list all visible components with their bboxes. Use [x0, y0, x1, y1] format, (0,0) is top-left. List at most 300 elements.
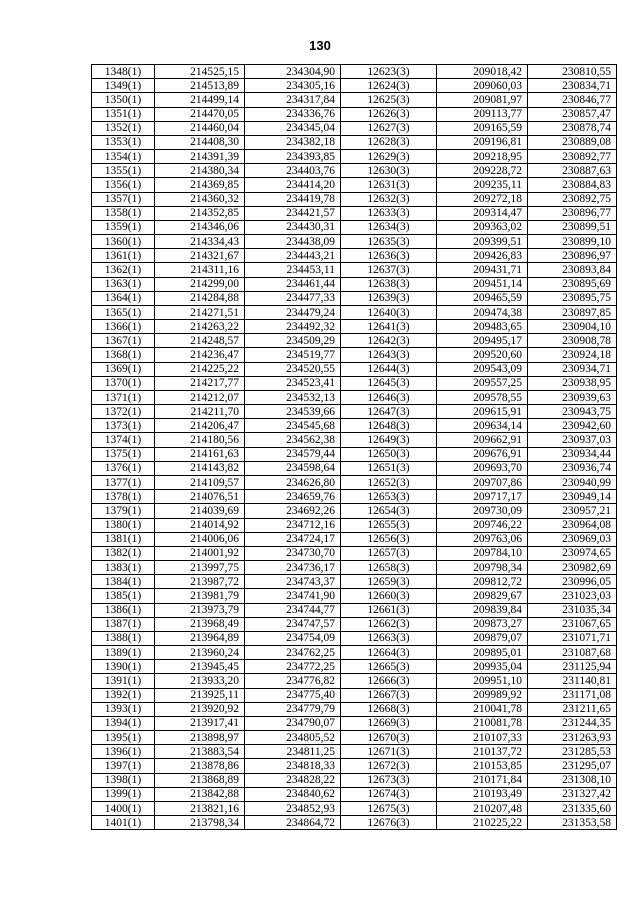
point-id-right-cell: 12663(3) [341, 631, 437, 645]
point-id-right-cell: 12637(3) [341, 263, 437, 277]
point-id-left-cell: 1382(1) [92, 546, 155, 560]
x-coord-left-cell: 213987,72 [155, 575, 245, 589]
point-id-left-cell: 1362(1) [92, 263, 155, 277]
y-coord-left-cell: 234461,44 [245, 277, 341, 291]
x-coord-right-cell: 209272,18 [437, 192, 528, 206]
x-coord-left-cell: 214001,92 [155, 546, 245, 560]
x-coord-right-cell: 209399,51 [437, 235, 528, 249]
point-id-left-cell: 1385(1) [92, 589, 155, 603]
point-id-right-cell: 12623(3) [341, 65, 437, 79]
y-coord-right-cell: 230936,74 [528, 461, 617, 475]
point-id-right-cell: 12645(3) [341, 376, 437, 390]
y-coord-right-cell: 230937,03 [528, 433, 617, 447]
y-coord-right-cell: 230949,14 [528, 490, 617, 504]
point-id-left-cell: 1368(1) [92, 348, 155, 362]
y-coord-right-cell: 230895,69 [528, 277, 617, 291]
table-row [92, 787, 617, 801]
x-coord-left-cell: 214299,00 [155, 277, 245, 291]
x-coord-right-cell: 210137,72 [437, 745, 528, 759]
y-coord-right-cell: 231087,68 [528, 646, 617, 660]
y-coord-right-cell: 230897,85 [528, 305, 617, 319]
point-id-left-cell: 1375(1) [92, 447, 155, 461]
y-coord-right-cell: 230896,97 [528, 249, 617, 263]
point-id-right-cell: 12656(3) [341, 532, 437, 546]
x-coord-left-cell: 213878,86 [155, 759, 245, 773]
x-coord-left-cell: 214346,06 [155, 220, 245, 234]
y-coord-left-cell: 234430,31 [245, 220, 341, 234]
x-coord-left-cell: 214014,92 [155, 518, 245, 532]
y-coord-right-cell: 231067,65 [528, 617, 617, 631]
point-id-left-cell: 1387(1) [92, 617, 155, 631]
y-coord-left-cell: 234520,55 [245, 362, 341, 376]
point-id-right-cell: 12636(3) [341, 249, 437, 263]
table-row [92, 249, 617, 263]
x-coord-left-cell: 214380,34 [155, 164, 245, 178]
x-coord-right-cell: 209839,84 [437, 603, 528, 617]
y-coord-left-cell: 234762,25 [245, 646, 341, 660]
y-coord-right-cell: 230904,10 [528, 320, 617, 334]
y-coord-left-cell: 234840,62 [245, 787, 341, 801]
x-coord-left-cell: 214206,47 [155, 419, 245, 433]
point-id-right-cell: 12652(3) [341, 475, 437, 489]
y-coord-right-cell: 230899,51 [528, 220, 617, 234]
table-row [92, 107, 617, 121]
table-row [92, 575, 617, 589]
point-id-right-cell: 12646(3) [341, 390, 437, 404]
point-id-right-cell: 12624(3) [341, 79, 437, 93]
point-id-left-cell: 1376(1) [92, 461, 155, 475]
y-coord-left-cell: 234598,64 [245, 461, 341, 475]
point-id-left-cell: 1360(1) [92, 235, 155, 249]
x-coord-left-cell: 214311,16 [155, 263, 245, 277]
y-coord-left-cell: 234743,37 [245, 575, 341, 589]
point-id-right-cell: 12641(3) [341, 320, 437, 334]
x-coord-right-cell: 210081,78 [437, 716, 528, 730]
x-coord-right-cell: 209662,91 [437, 433, 528, 447]
y-coord-right-cell: 230969,03 [528, 532, 617, 546]
point-id-left-cell: 1372(1) [92, 405, 155, 419]
x-coord-left-cell: 214460,04 [155, 121, 245, 135]
y-coord-right-cell: 230982,69 [528, 561, 617, 575]
x-coord-right-cell: 209763,06 [437, 532, 528, 546]
point-id-left-cell: 1377(1) [92, 475, 155, 489]
table-row [92, 206, 617, 220]
x-coord-right-cell: 210107,33 [437, 731, 528, 745]
point-id-right-cell: 12647(3) [341, 405, 437, 419]
x-coord-left-cell: 213945,45 [155, 660, 245, 674]
y-coord-right-cell: 230957,21 [528, 504, 617, 518]
y-coord-right-cell: 230884,83 [528, 178, 617, 192]
y-coord-left-cell: 234479,24 [245, 305, 341, 319]
point-id-left-cell: 1352(1) [92, 121, 155, 135]
table-row [92, 405, 617, 419]
y-coord-left-cell: 234523,41 [245, 376, 341, 390]
x-coord-right-cell: 209693,70 [437, 461, 528, 475]
point-id-right-cell: 12665(3) [341, 660, 437, 674]
x-coord-left-cell: 214006,06 [155, 532, 245, 546]
table-row [92, 461, 617, 475]
point-id-left-cell: 1389(1) [92, 646, 155, 660]
y-coord-left-cell: 234305,16 [245, 79, 341, 93]
point-id-right-cell: 12631(3) [341, 178, 437, 192]
table-row [92, 589, 617, 603]
x-coord-right-cell: 209578,55 [437, 390, 528, 404]
point-id-left-cell: 1381(1) [92, 532, 155, 546]
point-id-left-cell: 1359(1) [92, 220, 155, 234]
point-id-right-cell: 12650(3) [341, 447, 437, 461]
x-coord-left-cell: 213883,54 [155, 745, 245, 759]
y-coord-right-cell: 231023,03 [528, 589, 617, 603]
point-id-right-cell: 12628(3) [341, 135, 437, 149]
x-coord-left-cell: 214263,22 [155, 320, 245, 334]
y-coord-right-cell: 230896,77 [528, 206, 617, 220]
point-id-right-cell: 12662(3) [341, 617, 437, 631]
x-coord-left-cell: 213917,41 [155, 716, 245, 730]
point-id-right-cell: 12671(3) [341, 745, 437, 759]
y-coord-left-cell: 234414,20 [245, 178, 341, 192]
y-coord-left-cell: 234864,72 [245, 816, 341, 830]
x-coord-right-cell: 209228,72 [437, 164, 528, 178]
x-coord-left-cell: 214211,70 [155, 405, 245, 419]
point-id-left-cell: 1363(1) [92, 277, 155, 291]
point-id-left-cell: 1397(1) [92, 759, 155, 773]
x-coord-right-cell: 209060,03 [437, 79, 528, 93]
point-id-left-cell: 1393(1) [92, 702, 155, 716]
y-coord-left-cell: 234579,44 [245, 447, 341, 461]
x-coord-right-cell: 210193,49 [437, 787, 528, 801]
y-coord-left-cell: 234317,84 [245, 93, 341, 107]
table-row [92, 475, 617, 489]
table-row [92, 320, 617, 334]
y-coord-right-cell: 230964,08 [528, 518, 617, 532]
point-id-right-cell: 12676(3) [341, 816, 437, 830]
y-coord-left-cell: 234626,80 [245, 475, 341, 489]
table-row [92, 617, 617, 631]
x-coord-left-cell: 213898,97 [155, 731, 245, 745]
table-row [92, 433, 617, 447]
y-coord-left-cell: 234659,76 [245, 490, 341, 504]
table-row [92, 603, 617, 617]
x-coord-left-cell: 214499,14 [155, 93, 245, 107]
table-row [92, 164, 617, 178]
point-id-left-cell: 1357(1) [92, 192, 155, 206]
y-coord-left-cell: 234453,11 [245, 263, 341, 277]
x-coord-left-cell: 213997,75 [155, 561, 245, 575]
table-row [92, 93, 617, 107]
x-coord-right-cell: 209218,95 [437, 150, 528, 164]
table-row [92, 192, 617, 206]
y-coord-left-cell: 234692,26 [245, 504, 341, 518]
point-id-left-cell: 1349(1) [92, 79, 155, 93]
x-coord-left-cell: 213964,89 [155, 631, 245, 645]
y-coord-left-cell: 234443,21 [245, 249, 341, 263]
x-coord-right-cell: 209451,14 [437, 277, 528, 291]
x-coord-right-cell: 209879,07 [437, 631, 528, 645]
y-coord-right-cell: 230939,63 [528, 390, 617, 404]
point-id-left-cell: 1380(1) [92, 518, 155, 532]
point-id-right-cell: 12669(3) [341, 716, 437, 730]
y-coord-right-cell: 231071,71 [528, 631, 617, 645]
x-coord-right-cell: 209798,34 [437, 561, 528, 575]
point-id-left-cell: 1356(1) [92, 178, 155, 192]
table-row [92, 419, 617, 433]
x-coord-right-cell: 209196,81 [437, 135, 528, 149]
y-coord-left-cell: 234393,85 [245, 150, 341, 164]
page-number: 130 [309, 38, 331, 53]
point-id-right-cell: 12659(3) [341, 575, 437, 589]
x-coord-left-cell: 214334,43 [155, 235, 245, 249]
x-coord-left-cell: 214109,57 [155, 475, 245, 489]
y-coord-right-cell: 230846,77 [528, 93, 617, 107]
point-id-right-cell: 12642(3) [341, 334, 437, 348]
y-coord-left-cell: 234805,52 [245, 731, 341, 745]
y-coord-left-cell: 234754,09 [245, 631, 341, 645]
point-id-left-cell: 1400(1) [92, 801, 155, 815]
table-row [92, 376, 617, 390]
x-coord-left-cell: 213981,79 [155, 589, 245, 603]
y-coord-left-cell: 234519,77 [245, 348, 341, 362]
y-coord-right-cell: 230887,63 [528, 164, 617, 178]
x-coord-left-cell: 213821,16 [155, 801, 245, 815]
y-coord-right-cell: 230996,05 [528, 575, 617, 589]
y-coord-right-cell: 231353,58 [528, 816, 617, 830]
y-coord-right-cell: 230892,77 [528, 150, 617, 164]
table-row [92, 745, 617, 759]
y-coord-right-cell: 230924,18 [528, 348, 617, 362]
y-coord-left-cell: 234304,90 [245, 65, 341, 79]
y-coord-left-cell: 234712,16 [245, 518, 341, 532]
x-coord-right-cell: 209426,83 [437, 249, 528, 263]
table-row [92, 135, 617, 149]
x-coord-left-cell: 213925,11 [155, 688, 245, 702]
y-coord-left-cell: 234438,09 [245, 235, 341, 249]
point-id-right-cell: 12673(3) [341, 773, 437, 787]
table-row [92, 716, 617, 730]
x-coord-left-cell: 214225,22 [155, 362, 245, 376]
point-id-left-cell: 1390(1) [92, 660, 155, 674]
table-row [92, 518, 617, 532]
y-coord-right-cell: 230940,99 [528, 475, 617, 489]
x-coord-right-cell: 209829,67 [437, 589, 528, 603]
x-coord-right-cell: 209520,60 [437, 348, 528, 362]
point-id-left-cell: 1398(1) [92, 773, 155, 787]
x-coord-right-cell: 209746,22 [437, 518, 528, 532]
point-id-left-cell: 1351(1) [92, 107, 155, 121]
x-coord-left-cell: 214143,82 [155, 461, 245, 475]
y-coord-left-cell: 234345,04 [245, 121, 341, 135]
y-coord-right-cell: 231263,93 [528, 731, 617, 745]
y-coord-right-cell: 230942,60 [528, 419, 617, 433]
y-coord-right-cell: 231035,34 [528, 603, 617, 617]
y-coord-right-cell: 230834,71 [528, 79, 617, 93]
y-coord-right-cell: 231244,35 [528, 716, 617, 730]
x-coord-right-cell: 209018,42 [437, 65, 528, 79]
table-row [92, 674, 617, 688]
point-id-right-cell: 12627(3) [341, 121, 437, 135]
point-id-right-cell: 12660(3) [341, 589, 437, 603]
x-coord-right-cell: 209935,04 [437, 660, 528, 674]
point-id-right-cell: 12630(3) [341, 164, 437, 178]
point-id-right-cell: 12625(3) [341, 93, 437, 107]
x-coord-left-cell: 214236,47 [155, 348, 245, 362]
x-coord-right-cell: 209812,72 [437, 575, 528, 589]
table-row [92, 646, 617, 660]
y-coord-right-cell: 230899,10 [528, 235, 617, 249]
y-coord-right-cell: 230857,47 [528, 107, 617, 121]
point-id-right-cell: 12658(3) [341, 561, 437, 575]
y-coord-left-cell: 234492,32 [245, 320, 341, 334]
point-id-right-cell: 12640(3) [341, 305, 437, 319]
y-coord-right-cell: 230893,84 [528, 263, 617, 277]
table-row [92, 291, 617, 305]
table-row [92, 702, 617, 716]
table-row [92, 150, 617, 164]
x-coord-left-cell: 214212,07 [155, 390, 245, 404]
point-id-right-cell: 12675(3) [341, 801, 437, 815]
x-coord-right-cell: 209465,59 [437, 291, 528, 305]
y-coord-left-cell: 234730,70 [245, 546, 341, 560]
y-coord-right-cell: 231140,81 [528, 674, 617, 688]
x-coord-right-cell: 209895,01 [437, 646, 528, 660]
point-id-right-cell: 12664(3) [341, 646, 437, 660]
y-coord-left-cell: 234403,76 [245, 164, 341, 178]
x-coord-left-cell: 213920,92 [155, 702, 245, 716]
point-id-left-cell: 1399(1) [92, 787, 155, 801]
y-coord-right-cell: 230943,75 [528, 405, 617, 419]
x-coord-right-cell: 209707,86 [437, 475, 528, 489]
point-id-right-cell: 12633(3) [341, 206, 437, 220]
y-coord-left-cell: 234744,77 [245, 603, 341, 617]
x-coord-right-cell: 210153,85 [437, 759, 528, 773]
y-coord-left-cell: 234772,25 [245, 660, 341, 674]
table-row [92, 334, 617, 348]
y-coord-right-cell: 231285,53 [528, 745, 617, 759]
point-id-right-cell: 12648(3) [341, 419, 437, 433]
x-coord-right-cell: 209676,91 [437, 447, 528, 461]
y-coord-left-cell: 234828,22 [245, 773, 341, 787]
point-id-left-cell: 1401(1) [92, 816, 155, 830]
x-coord-left-cell: 214352,85 [155, 206, 245, 220]
y-coord-left-cell: 234747,57 [245, 617, 341, 631]
x-coord-right-cell: 209483,65 [437, 320, 528, 334]
y-coord-right-cell: 230938,95 [528, 376, 617, 390]
x-coord-right-cell: 209989,92 [437, 688, 528, 702]
x-coord-right-cell: 209495,17 [437, 334, 528, 348]
table-row [92, 801, 617, 815]
point-id-left-cell: 1367(1) [92, 334, 155, 348]
y-coord-right-cell: 230878,74 [528, 121, 617, 135]
x-coord-right-cell: 209165,59 [437, 121, 528, 135]
point-id-right-cell: 12634(3) [341, 220, 437, 234]
y-coord-left-cell: 234776,82 [245, 674, 341, 688]
x-coord-right-cell: 209557,25 [437, 376, 528, 390]
point-id-left-cell: 1396(1) [92, 745, 155, 759]
table-row [92, 277, 617, 291]
table-row [92, 631, 617, 645]
x-coord-left-cell: 213968,49 [155, 617, 245, 631]
x-coord-left-cell: 214470,05 [155, 107, 245, 121]
point-id-left-cell: 1371(1) [92, 390, 155, 404]
x-coord-left-cell: 214180,56 [155, 433, 245, 447]
x-coord-left-cell: 214391,39 [155, 150, 245, 164]
y-coord-left-cell: 234790,07 [245, 716, 341, 730]
y-coord-left-cell: 234509,29 [245, 334, 341, 348]
table-row [92, 532, 617, 546]
x-coord-left-cell: 213960,24 [155, 646, 245, 660]
coordinates-table-body [92, 65, 617, 830]
point-id-left-cell: 1361(1) [92, 249, 155, 263]
table-row [92, 561, 617, 575]
y-coord-right-cell: 230889,08 [528, 135, 617, 149]
y-coord-left-cell: 234419,78 [245, 192, 341, 206]
y-coord-right-cell: 231308,10 [528, 773, 617, 787]
point-id-right-cell: 12654(3) [341, 504, 437, 518]
table-row [92, 390, 617, 404]
x-coord-left-cell: 214284,88 [155, 291, 245, 305]
point-id-left-cell: 1350(1) [92, 93, 155, 107]
table-row [92, 504, 617, 518]
y-coord-left-cell: 234775,40 [245, 688, 341, 702]
point-id-right-cell: 12655(3) [341, 518, 437, 532]
point-id-left-cell: 1378(1) [92, 490, 155, 504]
x-coord-left-cell: 213842,88 [155, 787, 245, 801]
x-coord-left-cell: 214321,67 [155, 249, 245, 263]
point-id-left-cell: 1358(1) [92, 206, 155, 220]
point-id-left-cell: 1354(1) [92, 150, 155, 164]
y-coord-left-cell: 234545,68 [245, 419, 341, 433]
x-coord-left-cell: 213868,89 [155, 773, 245, 787]
y-coord-right-cell: 231335,60 [528, 801, 617, 815]
point-id-left-cell: 1391(1) [92, 674, 155, 688]
point-id-right-cell: 12644(3) [341, 362, 437, 376]
y-coord-left-cell: 234539,66 [245, 405, 341, 419]
x-coord-left-cell: 214248,57 [155, 334, 245, 348]
table-row [92, 65, 617, 79]
point-id-left-cell: 1383(1) [92, 561, 155, 575]
table-row [92, 731, 617, 745]
point-id-left-cell: 1395(1) [92, 731, 155, 745]
point-id-right-cell: 12638(3) [341, 277, 437, 291]
table-row [92, 121, 617, 135]
coordinates-table [91, 64, 617, 830]
y-coord-left-cell: 234736,17 [245, 561, 341, 575]
x-coord-right-cell: 210041,78 [437, 702, 528, 716]
x-coord-left-cell: 213933,20 [155, 674, 245, 688]
y-coord-right-cell: 230974,65 [528, 546, 617, 560]
y-coord-left-cell: 234741,90 [245, 589, 341, 603]
x-coord-right-cell: 209113,77 [437, 107, 528, 121]
point-id-left-cell: 1364(1) [92, 291, 155, 305]
point-id-left-cell: 1365(1) [92, 305, 155, 319]
point-id-right-cell: 12632(3) [341, 192, 437, 206]
x-coord-right-cell: 209543,09 [437, 362, 528, 376]
table-row [92, 660, 617, 674]
x-coord-right-cell: 209873,27 [437, 617, 528, 631]
y-coord-left-cell: 234382,18 [245, 135, 341, 149]
x-coord-left-cell: 214076,51 [155, 490, 245, 504]
table-row [92, 759, 617, 773]
x-coord-right-cell: 209235,11 [437, 178, 528, 192]
point-id-right-cell: 12643(3) [341, 348, 437, 362]
x-coord-left-cell: 213973,79 [155, 603, 245, 617]
point-id-left-cell: 1369(1) [92, 362, 155, 376]
x-coord-right-cell: 210207,48 [437, 801, 528, 815]
table-row [92, 362, 617, 376]
y-coord-right-cell: 230810,55 [528, 65, 617, 79]
y-coord-left-cell: 234811,25 [245, 745, 341, 759]
table-row [92, 235, 617, 249]
table-row [92, 79, 617, 93]
